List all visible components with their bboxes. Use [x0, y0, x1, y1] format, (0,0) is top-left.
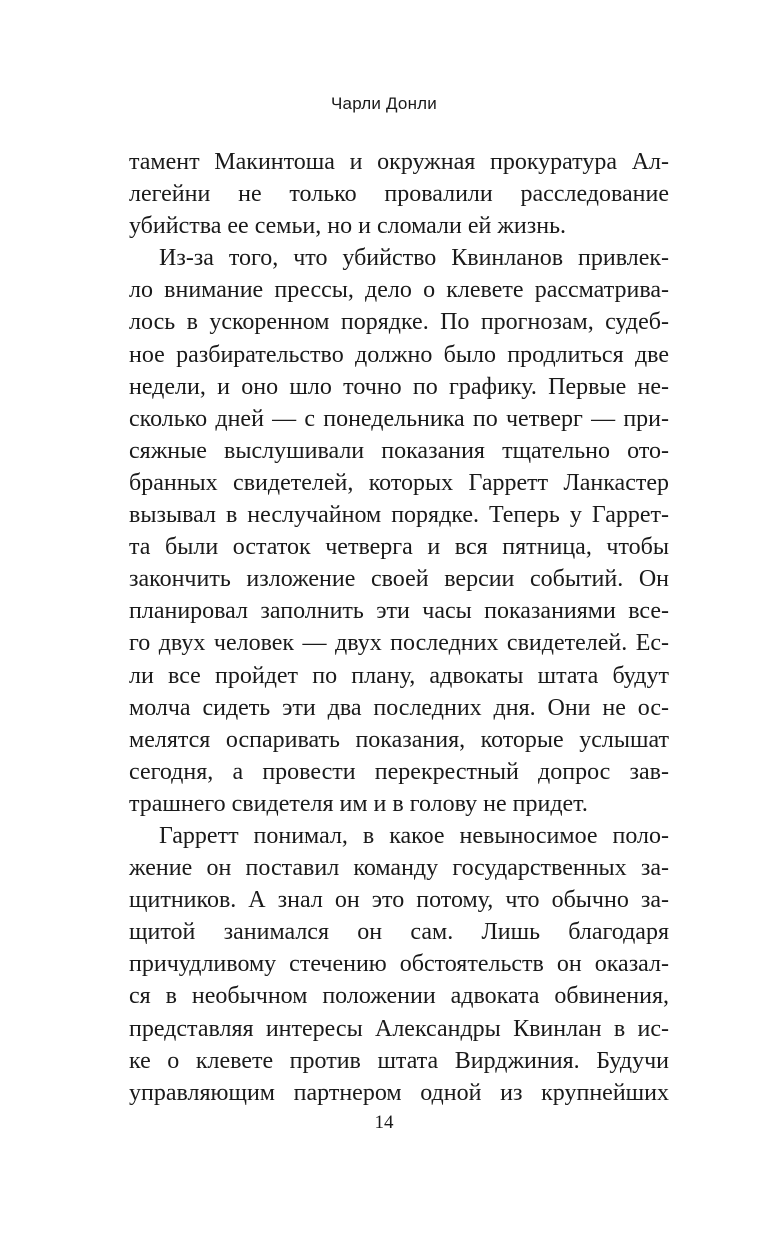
- text-line: недели, и оно шло точно по графику. Первые не-: [129, 373, 669, 400]
- text-line: щитой занимался он сам. Лишь благодаря: [129, 919, 669, 946]
- text-line: жение он поставил команду государственных за-: [129, 855, 669, 882]
- text-line: сяжные выслушивали показания тщательно ото-: [129, 437, 669, 464]
- text-line: щитников. А знал он это потому, что обычно за-: [129, 887, 669, 914]
- text-line: го двух человек — двух последних свидетелей. Ес-: [129, 630, 669, 657]
- text-line: мелятся оспаривать показания, которые услышат: [129, 726, 669, 753]
- paragraph: [129, 146, 669, 242]
- running-head: Чарли Донли: [331, 94, 437, 113]
- text-line: ся в необычном положении адвоката обвинения,: [129, 983, 669, 1010]
- paragraph: [129, 820, 669, 1109]
- text-line: легейни не только провалили расследование: [129, 181, 669, 208]
- text-line: Из-за того, что убийство Квинланов привлек-: [159, 245, 669, 272]
- page-number: 14: [374, 1112, 394, 1133]
- text-line: молча сидеть эти два последних дня. Они не ос-: [129, 694, 669, 721]
- text-line: закончить изложение своей версии событий. Он: [129, 566, 669, 593]
- body-text: [129, 146, 669, 1109]
- text-line: сегодня, а провести перекрестный допрос зав-: [129, 758, 669, 785]
- text-line: ло внимание прессы, дело о клевете рассматрива-: [129, 277, 669, 304]
- text-line: ке о клевете против штата Вирджиния. Будучи: [129, 1047, 669, 1074]
- text-line: сколько дней — с понедельника по четверг — при-: [129, 405, 669, 432]
- text-line: Гарретт понимал, в какое невыносимое поло-: [159, 822, 669, 849]
- text-line: причудливому стечению обстоятельств он оказал-: [129, 951, 669, 978]
- text-line: планировал заполнить эти часы показаниями все-: [129, 598, 669, 625]
- text-line: убийства ее семьи, но и сломали ей жизнь.: [129, 213, 567, 240]
- text-line: трашнего свидетеля им и в голову не придет.: [129, 790, 588, 817]
- text-line: бранных свидетелей, которых Гарретт Ланкастер: [129, 469, 669, 496]
- text-line: представляя интересы Александры Квинлан в ис-: [129, 1015, 669, 1042]
- paragraph: [129, 242, 669, 820]
- text-line: та были остаток четверга и вся пятница, чтобы: [129, 534, 669, 561]
- text-line: ли все пройдет по плану, адвокаты штата будут: [129, 662, 669, 689]
- text-line: ное разбирательство должно было продлиться две: [129, 341, 669, 368]
- text-line: управляющим партнером одной из крупнейших: [129, 1079, 669, 1106]
- text-line: лось в ускоренном порядке. По прогнозам, судеб-: [129, 309, 669, 336]
- text-line: вызывал в неслучайном порядке. Теперь у Гаррет-: [129, 502, 669, 529]
- text-line: тамент Макинтоша и окружная прокуратура Ал-: [129, 149, 669, 175]
